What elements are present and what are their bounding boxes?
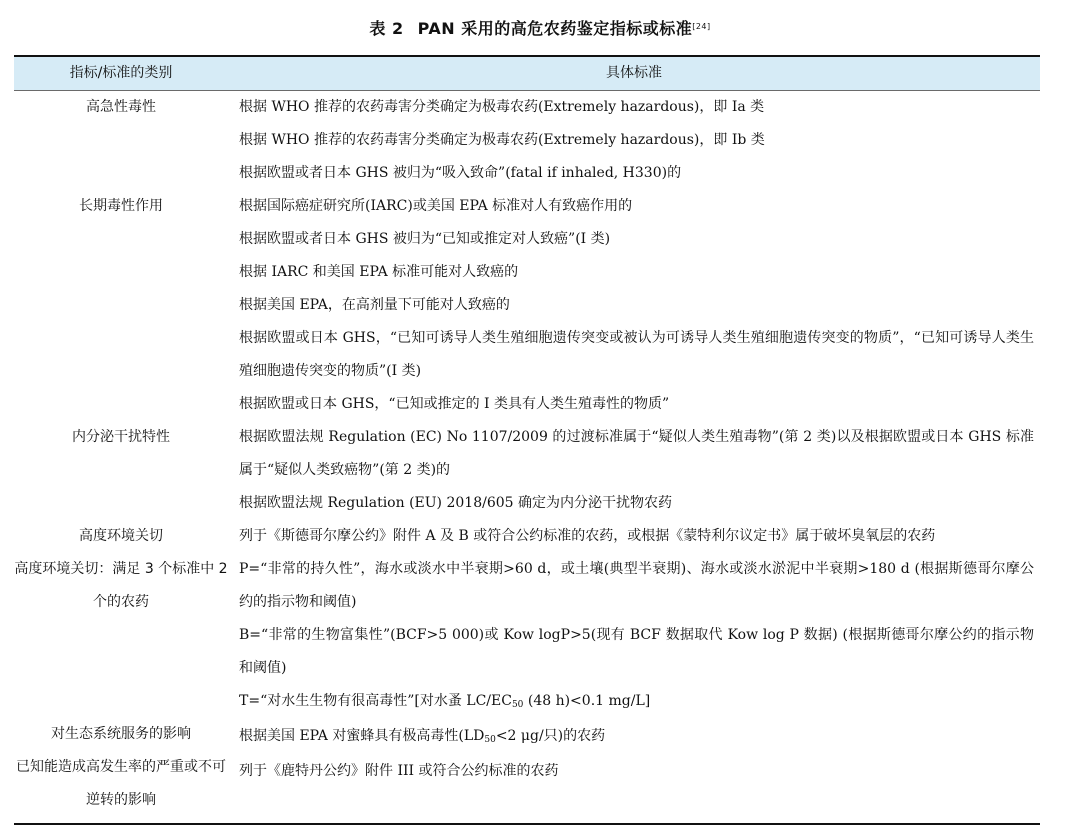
criteria-text-tail: (48 h)<0.1 mg/L] (523, 693, 651, 709)
criteria-cell (239, 322, 1034, 388)
criteria-cell (239, 755, 1034, 788)
criteria-table (14, 55, 1040, 825)
criteria-cell (239, 157, 1034, 190)
header-category: 指标/标准的类别 (69, 65, 173, 81)
category-cell: 对生态系统服务的影响 (51, 726, 191, 742)
criteria-cell (239, 223, 1034, 256)
category-cell: 高急性毒性 (86, 99, 156, 115)
criteria-text: 列于《鹿特丹公约》附件 III 或符合公约标准的农药 (239, 763, 559, 779)
criteria-cell (239, 720, 1034, 755)
category-cell: 已知能造成高发生率的严重或不可逆转的影响 (16, 759, 226, 808)
criteria-cell (239, 388, 1034, 421)
category-cell: 内分泌干扰特性 (72, 429, 170, 445)
criteria-text: 根据国际癌症研究所(IARC)或美国 EPA 标准对人有致癌作用的 (239, 198, 633, 214)
criteria-cell (239, 124, 1034, 157)
criteria-cell (239, 685, 1034, 720)
criteria-text: 根据美国 EPA 对蜜蜂具有极高毒性(LD (239, 728, 485, 744)
criteria-text: T=“对水生生物有很高毒性”[对水蚤 LC/EC (239, 693, 512, 709)
criteria-cell (239, 553, 1034, 619)
table-body (14, 91, 1040, 823)
category-cell: 长期毒性作用 (79, 198, 163, 214)
criteria-text: 根据欧盟法规 Regulation (EU) 2018/605 确定为内分泌干扰物农药 (239, 495, 672, 511)
table-header-row (14, 57, 1040, 91)
table-caption-label: 表 2 (369, 19, 404, 38)
criteria-text: P=“非常的持久性”，海水或淡水中半衰期>60 d，或土壤(典型半衰期)、海水或淡水淤泥中半衰期>180 d (根据斯德哥尔摩公约的指示物和阈值) (239, 561, 1034, 610)
criteria-text: 根据欧盟或日本 GHS，“已知可诱导人类生殖细胞遗传突变或被认为可诱导人类生殖细胞遗传突变的物质”，“已知可诱导人类生殖细胞遗传突变的物质”(I 类) (239, 330, 1034, 379)
criteria-cell (239, 190, 1034, 223)
criteria-text: 列于《斯德哥尔摩公约》附件 A 及 B 或符合公约标准的农药，或根据《蒙特利尔议定书》属于破坏臭氧层的农药 (239, 528, 936, 544)
table-caption-text: PAN 采用的高危农药鉴定指标或标准 (417, 19, 693, 38)
criteria-cell (239, 289, 1034, 322)
criteria-cell (239, 256, 1034, 289)
category-cell: 高度环境关切 (79, 528, 163, 544)
criteria-subscript: 50 (511, 700, 524, 710)
criteria-text-tail: <2 μg/只)的农药 (495, 728, 606, 744)
criteria-text: B=“非常的生物富集性”(BCF>5 000)或 Kow logP>5(现有 BCF 数据取代 Kow log P 数据) (根据斯德哥尔摩公约的指示物和阈值) (239, 627, 1034, 676)
criteria-text: 根据 WHO 推荐的农药毒害分类确定为极毒农药(Extremely hazardous)，即 Ib 类 (239, 132, 765, 148)
criteria-column (239, 91, 1034, 788)
criteria-cell (239, 91, 1034, 124)
criteria-cell (239, 520, 1034, 553)
criteria-text: 根据欧盟法规 Regulation (EC) No 1107/2009 的过渡标准属于“疑似人类生殖毒物”(第 2 类)以及根据欧盟或日本 GHS 标准属于“疑似人类致癌物”(第 2 类)的 (239, 429, 1034, 478)
criteria-subscript: 50 (484, 735, 496, 745)
criteria-cell (239, 619, 1034, 685)
criteria-text: 根据欧盟或者日本 GHS 被归为“吸入致命”(fatal if inhaled, H330)的 (239, 165, 682, 181)
table-caption (0, 18, 1080, 40)
table-caption-reference: [24] (692, 22, 711, 31)
criteria-text: 根据欧盟或者日本 GHS 被归为“已知或推定对人致癌”(I 类) (239, 231, 611, 247)
criteria-text: 根据欧盟或日本 GHS，“已知或推定的 I 类具有人类生殖毒性的物质” (239, 396, 670, 412)
criteria-text: 根据美国 EPA，在高剂量下可能对人致癌的 (239, 297, 510, 313)
category-cell: 高度环境关切：满足 3 个标准中 2 个的农药 (14, 561, 228, 610)
criteria-text: 根据 WHO 推荐的农药毒害分类确定为极毒农药(Extremely hazardous)，即 Ia 类 (239, 99, 765, 115)
criteria-cell (239, 487, 1034, 520)
criteria-cell (239, 421, 1034, 487)
header-criteria: 具体标准 (606, 65, 662, 81)
criteria-text: 根据 IARC 和美国 EPA 标准可能对人致癌的 (239, 264, 519, 280)
